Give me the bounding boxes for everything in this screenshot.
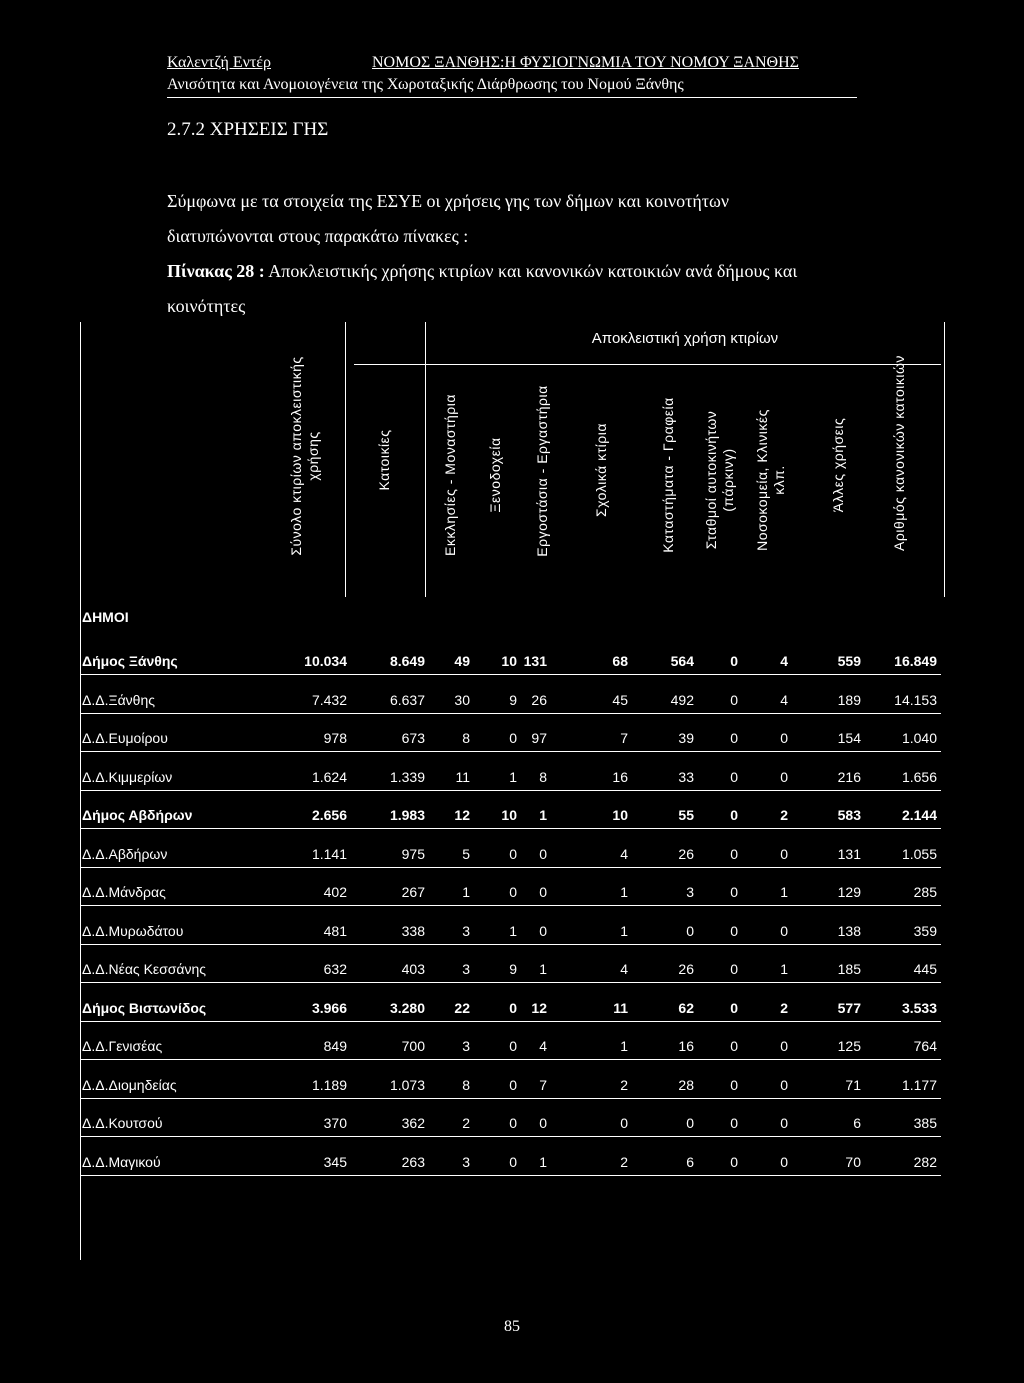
- row-value: 1.624: [311, 768, 347, 785]
- row-value: 632: [323, 961, 347, 977]
- row-value: 3: [462, 1038, 470, 1054]
- caption-text: Αποκλειστικής χρήσης κτιρίων και κανονικών κατοικιών ανά δήμους και: [264, 261, 798, 281]
- row-value: 0: [539, 845, 547, 862]
- row-value: 445: [913, 961, 937, 977]
- row-value: 216: [837, 768, 861, 785]
- row-value: 0: [509, 845, 517, 862]
- row-value: 6: [853, 1115, 861, 1131]
- row-value: 1: [539, 961, 547, 977]
- caption-label: Πίνακας 28 :: [167, 261, 265, 281]
- row-value: 3: [462, 961, 470, 977]
- row-value: 2: [780, 807, 788, 823]
- row-value: 345: [323, 1153, 347, 1170]
- row-value: 97: [531, 730, 547, 746]
- row-value: 154: [837, 730, 861, 746]
- row-value: 10.034: [304, 653, 347, 669]
- row-value: 1: [509, 768, 517, 785]
- table-row: [80, 1154, 941, 1176]
- row-value: 0: [780, 1115, 788, 1131]
- table-row: [80, 923, 941, 945]
- row-value: 0: [539, 884, 547, 900]
- col-other-uses: Άλλες χρήσεις: [830, 417, 846, 513]
- row-value: 6.637: [389, 691, 425, 708]
- row-value: 978: [323, 730, 347, 746]
- row-value: 16.849: [894, 653, 937, 669]
- row-value: 370: [323, 1115, 347, 1131]
- row-rule: [80, 1021, 941, 1022]
- row-rule: [80, 790, 941, 791]
- row-rule: [80, 674, 941, 675]
- row-value: 3.280: [389, 999, 425, 1016]
- row-value: 131: [837, 845, 861, 862]
- row-value: 1.339: [389, 768, 425, 785]
- col-shops-offices: Καταστήματα - Γραφεία: [660, 397, 676, 553]
- row-value: 0: [780, 845, 788, 862]
- row-value: 1.073: [389, 1076, 425, 1093]
- header-subtitle-line: [167, 76, 857, 94]
- row-rule: [80, 1098, 941, 1099]
- header-prefecture: ΝΟΜΟΣ ΞΑΝΘΗΣ:Η ΦΥΣΙΟΓΝΩΜΙΑ ΤΟΥ ΝΟΜΟΥ ΞΑΝΘΗΣ: [372, 54, 799, 71]
- row-value: 0: [539, 922, 547, 939]
- land-use-table: [80, 322, 941, 1262]
- row-value: 49: [454, 653, 470, 669]
- page-number: 85: [504, 1318, 520, 1335]
- row-value: 0: [509, 999, 517, 1016]
- row-value: 564: [670, 653, 694, 669]
- col-parking: Σταθμοί αυτοκινήτων (πάρκινγ): [703, 410, 736, 550]
- row-value: 4: [620, 845, 628, 862]
- row-value: 185: [837, 961, 861, 977]
- row-value: 385: [913, 1115, 937, 1131]
- row-value: 1.656: [901, 768, 937, 785]
- row-name: Δ.Δ.Νέας Κεσσάνης: [82, 961, 207, 977]
- row-value: 4: [539, 1038, 547, 1054]
- row-value: 1: [539, 807, 547, 823]
- row-value: 2.656: [311, 807, 347, 823]
- row-value: 0: [730, 999, 738, 1016]
- row-value: 1.040: [901, 730, 937, 746]
- row-value: 26: [678, 961, 694, 977]
- row-value: 1: [780, 961, 788, 977]
- row-value: 0: [730, 653, 738, 669]
- row-value: 9: [509, 961, 517, 977]
- row-value: 11: [613, 999, 628, 1016]
- row-value: 16: [678, 1038, 694, 1054]
- row-value: 1.983: [389, 807, 425, 823]
- row-value: 0: [509, 1153, 517, 1170]
- row-value: 362: [401, 1115, 425, 1131]
- row-value: 3: [462, 1153, 470, 1170]
- row-value: 1.177: [901, 1076, 937, 1093]
- row-value: 7.432: [311, 691, 347, 708]
- row-value: 4: [780, 691, 788, 708]
- group-header: Αποκλειστική χρήση κτιρίων: [591, 330, 779, 347]
- row-value: 0: [780, 922, 788, 939]
- row-value: 0: [509, 1076, 517, 1093]
- row-value: 16: [612, 768, 628, 785]
- row-value: 3.533: [901, 999, 937, 1016]
- row-value: 1: [539, 1153, 547, 1170]
- row-rule: [80, 905, 941, 906]
- row-value: 1: [780, 884, 788, 900]
- row-rule: [80, 867, 941, 868]
- row-value: 125: [837, 1038, 861, 1054]
- row-value: 0: [730, 1076, 738, 1093]
- row-value: 0: [509, 884, 517, 900]
- row-value: 1.055: [901, 845, 937, 862]
- row-value: 0: [780, 768, 788, 785]
- row-value: 12: [454, 807, 470, 823]
- row-value: 26: [531, 691, 547, 708]
- row-value: 1: [620, 884, 628, 900]
- row-value: 8: [462, 1076, 470, 1093]
- row-value: 0: [686, 922, 694, 939]
- column-divider: [944, 322, 945, 597]
- row-header-municipalities: ΔΗΜΟΙ: [82, 609, 129, 625]
- table-caption: [167, 254, 867, 289]
- row-value: 0: [730, 807, 738, 823]
- header-rule: [167, 97, 857, 98]
- row-value: 6: [686, 1153, 694, 1170]
- row-value: 1: [620, 1038, 628, 1054]
- row-value: 0: [780, 1153, 788, 1170]
- row-value: 8.649: [389, 653, 425, 669]
- row-name: Δ.Δ.Αβδήρων: [82, 845, 168, 862]
- row-value: 0: [509, 1115, 517, 1131]
- row-value: 189: [837, 691, 861, 708]
- table-row: [80, 692, 941, 714]
- column-divider: [345, 322, 346, 597]
- row-value: 1.141: [311, 845, 347, 862]
- row-rule: [80, 944, 941, 945]
- row-rule: [80, 1059, 941, 1060]
- row-value: 1: [509, 922, 517, 939]
- row-value: 0: [620, 1115, 628, 1131]
- row-value: 267: [401, 884, 425, 900]
- row-value: 26: [678, 845, 694, 862]
- col-regular-dwellings: Αριθμός κανονικών κατοικιών: [891, 355, 907, 551]
- intro-paragraph: [167, 184, 867, 324]
- col-residences: Κατοικίες: [376, 429, 392, 491]
- row-value: 0: [686, 1115, 694, 1131]
- intro-line-1: Σύμφωνα με τα στοιχεία της ΕΣΥΕ οι χρήσεις γης των δήμων και κοινοτήτων: [167, 191, 729, 211]
- row-value: 673: [401, 730, 425, 746]
- row-value: 285: [913, 884, 937, 900]
- row-value: 3: [686, 884, 694, 900]
- col-hospitals: Νοσοκομεία, Κλινικές κλπ.: [754, 409, 787, 551]
- row-value: 10: [501, 807, 517, 823]
- row-value: 0: [539, 1115, 547, 1131]
- row-value: 70: [845, 1153, 861, 1170]
- row-value: 559: [837, 653, 861, 669]
- row-name: Δήμος Ξάνθης: [82, 653, 178, 669]
- row-rule: [80, 982, 941, 983]
- header-author: Καλεντζή Εντέρ: [167, 54, 271, 71]
- row-value: 764: [913, 1038, 937, 1054]
- row-value: 975: [401, 845, 425, 862]
- section-title: 2.7.2 ΧΡΗΣΕΙΣ ΓΗΣ: [167, 119, 329, 140]
- row-value: 481: [323, 922, 347, 939]
- row-value: 1: [462, 884, 470, 900]
- row-value: 7: [539, 1076, 547, 1093]
- row-name: Δ.Δ.Ευμοίρου: [82, 730, 168, 746]
- table-row: [80, 1077, 941, 1099]
- row-value: 68: [612, 653, 628, 669]
- row-value: 45: [612, 691, 628, 708]
- table-row: [80, 1000, 941, 1022]
- row-value: 9: [509, 691, 517, 708]
- row-value: 0: [730, 845, 738, 862]
- row-value: 5: [462, 845, 470, 862]
- row-value: 12: [531, 999, 547, 1016]
- row-rule: [80, 828, 941, 829]
- row-value: 0: [730, 730, 738, 746]
- row-value: 1.189: [311, 1076, 347, 1093]
- row-value: 338: [401, 922, 425, 939]
- caption-text-2: κοινότητες: [167, 296, 246, 316]
- table-row: [80, 730, 941, 752]
- row-value: 282: [913, 1153, 937, 1170]
- row-value: 2: [780, 999, 788, 1016]
- row-name: Δ.Δ.Ξάνθης: [82, 691, 155, 708]
- row-value: 138: [837, 922, 861, 939]
- intro-line-2: διατυπώνονται στους παρακάτω πίνακες :: [167, 226, 469, 246]
- row-value: 10: [501, 653, 517, 669]
- row-value: 359: [913, 922, 937, 939]
- row-value: 0: [780, 1076, 788, 1093]
- row-name: Δήμος Βιστωνίδος: [82, 999, 207, 1016]
- row-rule: [80, 1136, 941, 1137]
- table-row: [80, 1115, 941, 1137]
- row-value: 1: [620, 922, 628, 939]
- row-value: 62: [678, 999, 694, 1016]
- col-hotels: Ξενοδοχεία: [487, 437, 503, 513]
- row-value: 4: [620, 961, 628, 977]
- row-value: 0: [730, 1038, 738, 1054]
- row-name: Δήμος Αβδήρων: [82, 807, 193, 823]
- running-header: [167, 54, 799, 72]
- row-value: 0: [730, 884, 738, 900]
- row-name: Δ.Δ.Μαγικού: [82, 1153, 161, 1170]
- row-value: 0: [509, 730, 517, 746]
- table-row: [80, 961, 941, 983]
- row-value: 0: [780, 1038, 788, 1054]
- col-factories: Εργοστάσια - Εργαστήρια: [534, 385, 550, 557]
- row-value: 71: [845, 1076, 861, 1093]
- row-value: 0: [730, 961, 738, 977]
- row-value: 14.153: [894, 691, 937, 708]
- row-value: 8: [462, 730, 470, 746]
- row-value: 0: [780, 730, 788, 746]
- row-value: 0: [730, 691, 738, 708]
- table-row: [80, 807, 941, 829]
- row-value: 492: [670, 691, 694, 708]
- row-value: 2: [620, 1076, 628, 1093]
- row-value: 3: [462, 922, 470, 939]
- row-value: 402: [323, 884, 347, 900]
- row-value: 8: [539, 768, 547, 785]
- row-name: Δ.Δ.Μάνδρας: [82, 884, 166, 900]
- row-value: 11: [455, 768, 470, 785]
- table-row: [80, 769, 941, 791]
- row-value: 0: [509, 1038, 517, 1054]
- row-value: 7: [620, 730, 628, 746]
- row-rule: [80, 751, 941, 752]
- table-row: [80, 846, 941, 868]
- table-row: [80, 1038, 941, 1060]
- row-value: 39: [678, 730, 694, 746]
- table-row: [80, 884, 941, 906]
- row-value: 0: [730, 1153, 738, 1170]
- row-value: 0: [730, 922, 738, 939]
- row-value: 403: [401, 961, 425, 977]
- row-name: Δ.Δ.Κουτσού: [82, 1115, 163, 1131]
- row-value: 577: [837, 999, 861, 1016]
- row-value: 583: [837, 807, 861, 823]
- row-name: Δ.Δ.Γενισέας: [82, 1038, 163, 1054]
- col-churches: Εκκλησίες - Μοναστήρια: [442, 394, 458, 556]
- row-name: Δ.Δ.Διομηδείας: [82, 1076, 177, 1093]
- row-value: 28: [678, 1076, 694, 1093]
- row-value: 131: [523, 653, 547, 669]
- row-value: 3.966: [311, 999, 347, 1016]
- row-value: 0: [730, 1115, 738, 1131]
- row-value: 2.144: [901, 807, 937, 823]
- row-value: 2: [620, 1153, 628, 1170]
- row-value: 30: [454, 691, 470, 708]
- row-name: Δ.Δ.Μυρωδάτου: [82, 922, 184, 939]
- row-rule: [80, 1175, 941, 1176]
- row-value: 22: [454, 999, 470, 1016]
- row-value: 10: [612, 807, 628, 823]
- table-row: [80, 653, 941, 675]
- row-value: 55: [678, 807, 694, 823]
- row-value: 129: [837, 884, 861, 900]
- row-value: 263: [401, 1153, 425, 1170]
- row-value: 33: [678, 768, 694, 785]
- row-value: 2: [462, 1115, 470, 1131]
- row-value: 700: [401, 1038, 425, 1054]
- col-total-buildings: Σύνολο κτιρίων αποκλειστικής χρήσης: [288, 356, 321, 556]
- header-subtitle: Ανισότητα και Ανομοιογένεια της Χωροταξικής Διάρθρωσης του Νομού Ξάνθης: [167, 76, 684, 93]
- row-value: 849: [323, 1038, 347, 1054]
- row-value: 4: [780, 653, 788, 669]
- col-schools: Σχολικά κτίρια: [593, 423, 609, 517]
- group-header-rule: [354, 364, 941, 365]
- row-value: 0: [730, 768, 738, 785]
- row-rule: [80, 713, 941, 714]
- row-name: Δ.Δ.Κιμμερίων: [82, 768, 173, 785]
